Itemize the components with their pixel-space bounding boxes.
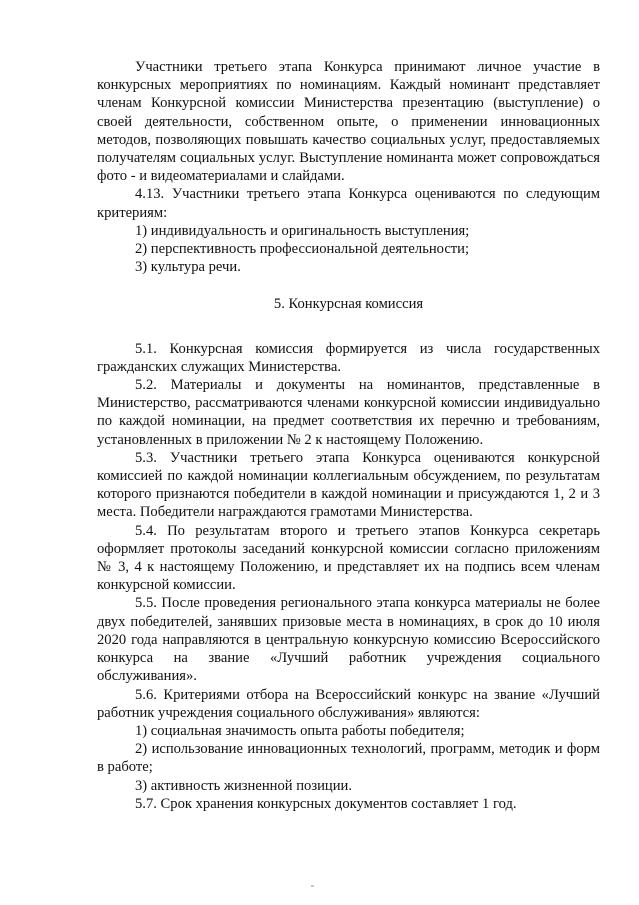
paragraph-5-7: 5.7. Срок хранения конкурсных документов составляет 1 год. [135,795,517,812]
criterion-item: 2) перспективность профессиональной деятельности; [135,241,470,258]
criterion-item: 1) индивидуальность и оригинальность выступления; [135,222,470,239]
paragraph-5-4: 5.4. По результатам второго и третьего этапов Конкурса секретарь оформляет протоколы заседаний конкурсной комиссии согласно приложениям № 3, 4 к настоящему Положению, и представляет их на подпись всем членам конкурсной комиссии. [97,522,600,594]
paragraph-5-1: 5.1. Конкурсная комиссия формируется из числа государственных гражданских служащих Министерства. [97,340,600,375]
paragraph-5-3: 5.3. Участники третьего этапа Конкурса оцениваются конкурсной комиссией по каждой номинации коллегиальным обсуждением, по результатам которого признаются победители в каждой номинации и присуждаются 1, 2 и 3 места. Победители награждаются грамотами Министерства. [97,449,600,521]
criterion-item: 3) активность жизненной позиции. [135,777,352,794]
page-footer-mark [311,885,314,887]
paragraph-5-6: 5.6. Критериями отбора на Всероссийский конкурс на звание «Лучший работник учреждения социального обслуживания» являются: [97,686,600,721]
criterion-item: 3) культура речи. [135,259,241,276]
paragraph-participants: Участники третьего этапа Конкурса принимают личное участие в конкурсных мероприятиях по номинациям. Каждый номинант представляет членам Конкурсной комиссии Министерства презентацию (выступление) о своей деятельности, собственном опыте, о применении инновационных методов, позволяющих повышать качество социальных услуг, предоставляемых получателям социальных услуг. Выступление номинанта может сопровождаться фото - и видеоматериалами и слайдами. [97,59,600,185]
paragraph-5-2: 5.2. Материалы и документы на номинантов, представленные в Министерство, рассматриваются членами конкурсной комиссии индивидуально по каждой номинации, на предмет соответствия их перечню и требованиям, установленных в приложении № 2 к настоящему Положению. [97,377,600,448]
criterion-item: 2) использование инновационных технологий, программ, методик и форм в работе; [97,741,600,776]
criterion-item: 1) социальная значимость опыта работы победителя; [135,722,465,739]
document-body [97,58,600,813]
paragraph-4-13: 4.13. Участники третьего этапа Конкурса оцениваются по следующим критериям: [97,186,600,221]
section-heading: 5. Конкурсная комиссия [273,296,424,313]
paragraph-5-5: 5.5. После проведения регионального этапа конкурса материалы не более двух победителей, занявших призовые места в номинациях, в срок до 10 июля 2020 года направляются в центральную конкурсную комиссию Всероссийского конкурса на звание «Лучший работник учреждения социального обслуживания». [97,595,600,685]
